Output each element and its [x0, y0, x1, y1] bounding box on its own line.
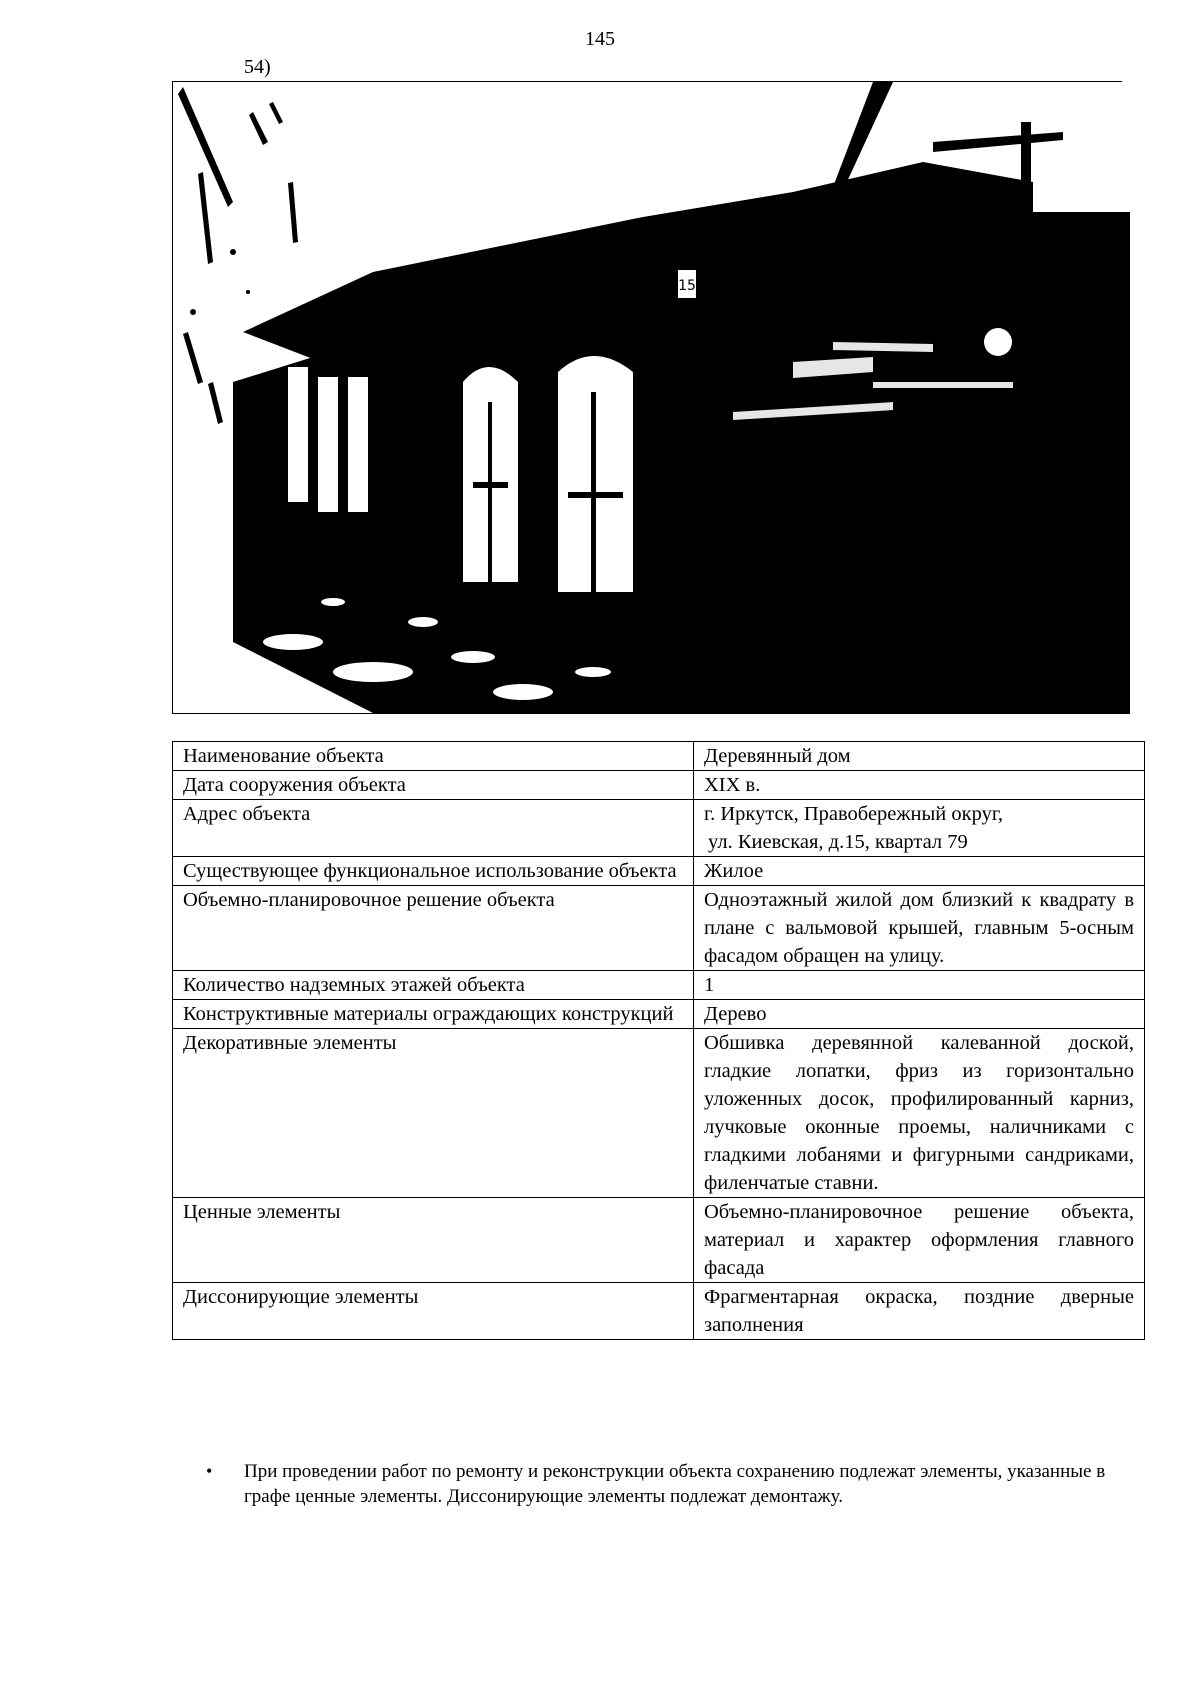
- row-label: Наименование объекта: [173, 742, 694, 771]
- row-value: [694, 800, 1145, 857]
- house-number-sign: 15: [678, 278, 696, 294]
- table-row: [173, 1198, 1145, 1283]
- building-photo: [172, 82, 1130, 714]
- row-label: Конструктивные материалы ограждающих конструкций: [173, 1000, 694, 1029]
- row-value: Обшивка деревянной калеванной доской, гладкие лопатки, фриз из горизонтально уложенных досок, профилированный карниз, лучковые оконные проемы, наличниками с гладкими лобанями и фигурными сандриками, филенчатые ставни.: [694, 1029, 1145, 1198]
- row-value: Дерево: [694, 1000, 1145, 1029]
- row-label: Ценные элементы: [173, 1198, 694, 1283]
- table-row: [173, 742, 1145, 771]
- row-label: Дата сооружения объекта: [173, 771, 694, 800]
- table-row: [173, 886, 1145, 971]
- utility-pole: [1021, 122, 1031, 452]
- table-row: [173, 971, 1145, 1000]
- row-label: Количество надземных этажей объекта: [173, 971, 694, 1000]
- row-value: XIX в.: [694, 771, 1145, 800]
- object-info-table: [172, 741, 1145, 1340]
- row-label: Существующее функциональное использование объекта: [173, 857, 694, 886]
- table-row: [173, 771, 1145, 800]
- row-value: Объемно-планировочное решение объекта, материал и характер оформления главного фасада: [694, 1198, 1145, 1283]
- table-row: [173, 1029, 1145, 1198]
- street-lamp: [984, 328, 1012, 356]
- row-value: Жилое: [694, 857, 1145, 886]
- row-value: 1: [694, 971, 1145, 1000]
- address-line-1: г. Иркутск, Правобережный округ,: [704, 803, 1004, 825]
- table-row: [173, 1000, 1145, 1029]
- table-row: [173, 1283, 1145, 1340]
- row-value: Одноэтажный жилой дом близкий к квадрату в плане с вальмовой крышей, главным 5-осным фасадом обращен на улицу.: [694, 886, 1145, 971]
- row-value: Фрагментарная окраска, поздние дверные заполнения: [694, 1283, 1145, 1340]
- row-label: Объемно-планировочное решение объекта: [173, 886, 694, 971]
- table-row: [173, 857, 1145, 886]
- footnote: [206, 1459, 1106, 1509]
- figure-label: 54): [244, 56, 271, 78]
- row-value: Деревянный дом: [694, 742, 1145, 771]
- row-label: Адрес объекта: [173, 800, 694, 857]
- table-row: [173, 800, 1145, 857]
- address-line-2: ул. Киевская, д.15, квартал 79: [708, 831, 968, 853]
- page-number: 145: [585, 28, 615, 50]
- row-label: Диссонирующие элементы: [173, 1283, 694, 1340]
- bullet-icon: •: [206, 1461, 213, 1481]
- row-label: Декоративные элементы: [173, 1029, 694, 1198]
- footnote-text: При проведении работ по ремонту и реконструкции объекта сохранению подлежат элементы, указанные в графе ценные элементы. Диссонирующие элементы подлежат демонтажу.: [244, 1461, 1106, 1507]
